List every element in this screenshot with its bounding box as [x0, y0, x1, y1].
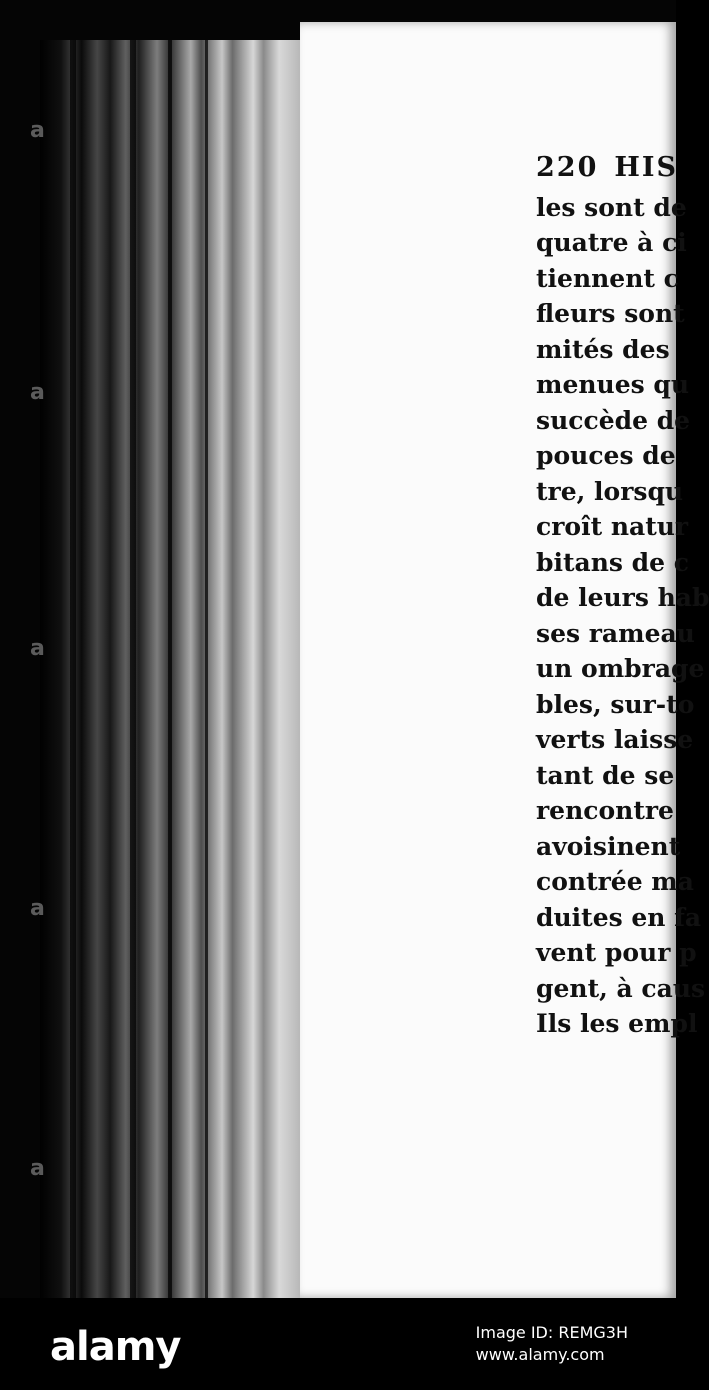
- watermark-mark: a: [30, 896, 45, 921]
- alamy-logo: alamy: [50, 1324, 181, 1370]
- text-line: un ombrage: [536, 654, 705, 683]
- text-line: ses rameau: [536, 618, 695, 648]
- text-line: rencontre: [536, 796, 674, 825]
- text-line: avoisinent: [536, 831, 681, 861]
- text-line: fleurs sont: [536, 299, 685, 328]
- text-line: tre, lorsqu: [536, 476, 684, 506]
- watermark-mark: a: [30, 118, 45, 143]
- watermark-mark: a: [30, 380, 45, 405]
- text-line: contrée ma: [536, 867, 694, 896]
- watermark-mark: a: [30, 1156, 45, 1181]
- text-line: tant de se: [536, 760, 675, 790]
- gutter-shadow: [205, 40, 208, 1298]
- page-header: [536, 150, 696, 186]
- text-line: Ils les empl: [536, 1009, 698, 1038]
- text-line: de leurs hab: [536, 583, 709, 612]
- gutter-shadow: [70, 40, 76, 1298]
- text-line: bles, sur-to: [536, 689, 695, 719]
- running-head: HIS: [614, 152, 679, 183]
- text-line: succède de: [536, 405, 691, 435]
- text-line: croît natur: [536, 512, 689, 541]
- text-line: les sont de: [536, 192, 687, 222]
- watermark-mark: a: [30, 636, 45, 661]
- site-url: www.alamy.com: [475, 1345, 605, 1364]
- gutter-shadow: [168, 40, 172, 1298]
- text-line: duites en fa: [536, 902, 702, 932]
- text-line: verts laisse: [536, 725, 694, 754]
- text-line: mités des: [536, 334, 670, 364]
- text-line: vent pour p: [536, 938, 697, 967]
- text-line: menues qu: [536, 370, 690, 399]
- text-line: tiennent c: [536, 263, 679, 293]
- stock-footer: [0, 1298, 676, 1390]
- gutter-shadow: [130, 40, 136, 1298]
- text-line: gent, à caus: [536, 973, 706, 1003]
- text-line: quatre à ci: [536, 228, 687, 257]
- image-info: [476, 1322, 628, 1366]
- text-line: pouces de: [536, 441, 676, 470]
- page-text: [536, 150, 709, 1042]
- image-id: Image ID: REMG3H: [475, 1323, 628, 1342]
- page-number: 220: [536, 152, 599, 183]
- text-line: bitans de c: [536, 547, 689, 577]
